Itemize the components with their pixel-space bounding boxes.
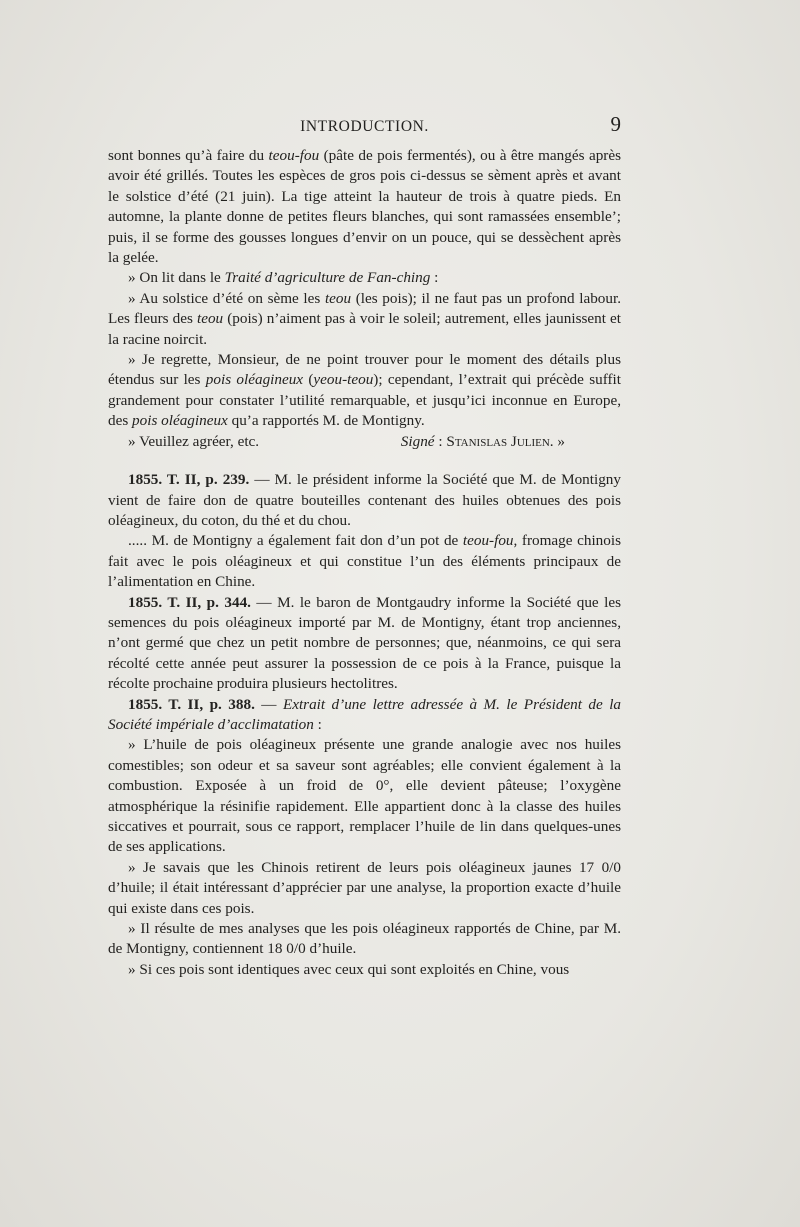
- p2-text-c: :: [430, 269, 439, 287]
- reference-1855-388: 1855. T. II, p. 388.: [128, 695, 255, 713]
- p4-text-c: (: [303, 371, 314, 389]
- closing-formula: » Veuillez agréer, etc.: [128, 432, 260, 450]
- p4-text-a: » Je regrette, Monsieur, de ne point trouver pour le moment des détails plus étendus sur les: [108, 351, 621, 389]
- signed-label: Signé: [400, 432, 435, 450]
- p7-italic-teou-fou: teou-fou: [462, 532, 514, 550]
- p1-text-a: sont bonnes qu’à faire du: [108, 147, 269, 164]
- p9-end: :: [313, 715, 322, 733]
- signature-line: [108, 432, 621, 452]
- p3-italic-teou-2: teou: [196, 310, 224, 328]
- p4-italic-pois: pois oléagineux: [205, 371, 304, 389]
- p3-italic-teou: teou: [324, 289, 352, 307]
- section-gap: [108, 452, 621, 470]
- p3-text-c: (les pois); il ne faut pas un profond labour. Les fleurs des: [108, 289, 621, 328]
- paragraph-3: [108, 289, 621, 350]
- reference-1855-239: 1855. T. II, p. 239.: [128, 471, 250, 489]
- p1-text-c: (pâte de pois fermentés), ou à être mangés après avoir été grillés. Toutes les espèces de gros pois ci-dessus se sèment après et avant le solstice d’été (21 juin). La tige atteint la hauteur de trois à quatre pieds. En automne, la plante donne de petites fleurs blanches, qui sont ramassées ensemble’; puis, il se forme des gousses longues d’envir on un pouce, qui se dessèchent après la gelée.: [108, 147, 621, 267]
- p3-text-e: (pois) n’aiment pas à voir le soleil; autrement, elles jaunissent et la racine noircit.: [108, 310, 621, 348]
- page-number: 9: [610, 112, 621, 136]
- paragraph-9: [108, 695, 621, 736]
- p1-italic-teou-fou: teou-fou: [268, 147, 320, 164]
- p8-text: — M. le baron de Montgaudry informe la Société que les semences du pois oléagineux importé par M. de Montigny, étant trop anciennes, n’ont germé que chez un petit nombre de personnes; que, néanmoins, ce qui sera récolté cette année peut assurer la possession de ce pois à la France, puisque la récolte prochaine produira plusieurs hectolitres.: [108, 593, 621, 693]
- p3-text-a: » Au solstice d’été on sème les: [128, 289, 325, 307]
- p9-italic-extract: Extrait d’une lettre adressée à M. le Président de la Société impériale d’acclimatation: [108, 695, 622, 733]
- p4-italic-pois-2: pois oléagineux: [132, 412, 228, 430]
- p7-text-c: , fromage chinois fait avec le pois oléagineux et qui constitue l’un des éléments principaux de l’alimentation en Chine.: [108, 532, 621, 591]
- signed-sep: :: [434, 432, 447, 450]
- p2-text-a: » On lit dans le: [128, 269, 225, 287]
- p2-italic-title: Traité d’agriculture de Fan-ching: [224, 269, 431, 287]
- page-header: [108, 112, 621, 140]
- paragraph-10: » L’huile de pois oléagineux présente une grande analogie avec nos huiles comestibles; son odeur et sa saveur sont agréables; elle convient également à la combustion. Exposée à un froid de 0°, elle devient pâteuse; l’oxygène atmosphérique la résinifie rapidement. Elle appartient donc à la classe des huiles siccatives et pourrait, sous ce rapport, remplacer l’huile de lin dans quelques-unes de ses applications.: [108, 736, 621, 856]
- closing-quote: »: [553, 432, 565, 450]
- paragraph-4: [108, 350, 621, 432]
- paragraph-2: [108, 268, 621, 288]
- p7-text-a: ..... M. de Montigny a également fait don d’un pot de: [128, 532, 463, 550]
- p6-text: — M. le président informe la Société que M. de Montigny vient de faire don de quatre bouteilles contenant des huiles obtenues des pois oléagineux, du coton, du thé et du chou.: [108, 471, 621, 529]
- paragraph-6: [108, 470, 621, 531]
- paragraph-13: » Si ces pois sont identiques avec ceux qui sont exploités en Chine, vous: [128, 960, 570, 978]
- p4-text-g: qu’a rapportés M. de Montigny.: [227, 412, 425, 430]
- signature: [401, 432, 621, 452]
- paragraph-1: [108, 146, 621, 268]
- p4-text-e: ); cependant, l’extrait qui précède suffit grandement pour constater l’utilité remarquable, et jusqu’ici inconnue en Europe, des: [108, 371, 621, 430]
- body-text: [108, 146, 621, 980]
- p4-italic-yeou-teou: yeou-teou: [313, 371, 374, 389]
- paragraph-11: » Je savais que les Chinois retirent de leurs pois oléagineux jaunes 17 0/0 d’huile; il était intéressant d’apprécier par une analyse, la proportion exacte d’huile qui existe dans ces pois.: [108, 858, 621, 917]
- paragraph-12: » Il résulte de mes analyses que les pois oléagineux rapportés de Chine, par M. de Montigny, contiennent 18 0/0 d’huile.: [108, 920, 621, 958]
- running-head: INTRODUCTION.: [300, 118, 429, 135]
- paragraph-8: [108, 593, 621, 695]
- p9-sep: —: [254, 695, 283, 713]
- signer-name: Stanislas Julien.: [446, 432, 554, 450]
- paragraph-7: [108, 531, 621, 592]
- reference-1855-344: 1855. T. II, p. 344.: [128, 593, 251, 611]
